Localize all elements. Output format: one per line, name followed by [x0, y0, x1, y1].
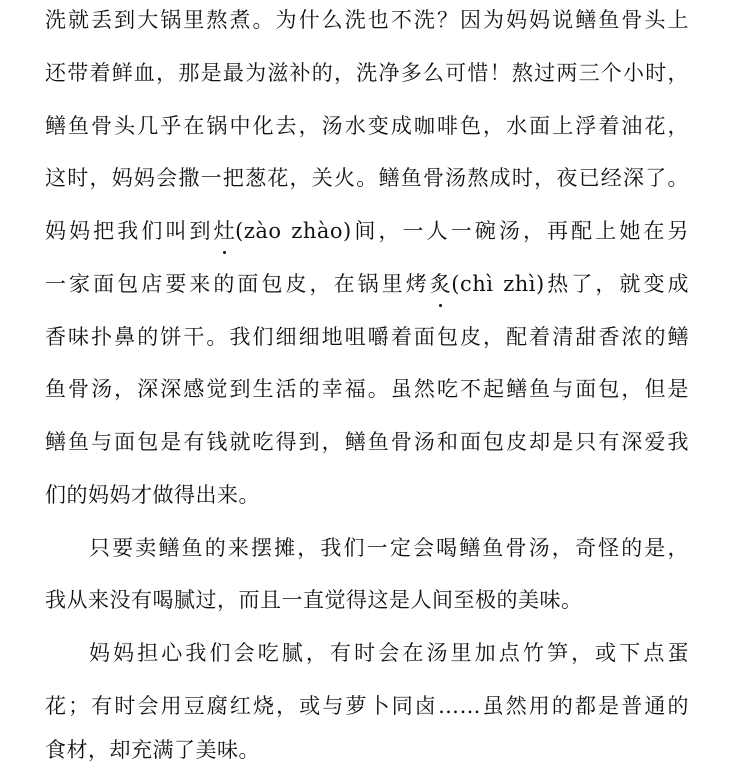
text-line: 我从来没有喝腻过，而且一直觉得这是人间至极的美味。: [45, 588, 583, 612]
text-segment: 妈妈把我们叫到: [45, 219, 214, 243]
emphasized-character: 炙: [430, 264, 452, 304]
pinyin-annotation: (zào zhào): [235, 219, 352, 243]
text-line-annotated: [45, 211, 689, 251]
text-segment: 间，一人一碗汤，再配上她在另: [351, 219, 690, 243]
pinyin-annotation: (chì zhì): [451, 272, 545, 296]
text-line: 洗就丢到大锅里熬煮。为什么洗也不洗？因为妈妈说鳝鱼骨头上: [45, 8, 689, 32]
text-line: 还带着鲜血，那是最为滋补的，洗净多么可惜！熬过两三个小时，: [45, 61, 689, 85]
text-line: 们的妈妈才做得出来。: [45, 483, 260, 507]
text-line: 这时，妈妈会撒一把葱花，关火。鳝鱼骨汤熬成时，夜已经深了。: [45, 166, 689, 190]
text-segment: 热了，就变成: [544, 272, 689, 296]
text-segment: 一家面包店要来的面包皮，在锅里烤: [45, 272, 430, 296]
text-line: 妈妈担心我们会吃腻，有时会在汤里加点竹笋，或下点蛋: [89, 641, 689, 665]
text-line: 鳝鱼与面包是有钱就吃得到，鳝鱼骨汤和面包皮却是只有深爱我: [45, 430, 689, 454]
text-line: 花；有时会用豆腐红烧，或与萝卜同卤……虽然用的都是普通的: [45, 694, 689, 718]
text-line-annotated: [45, 264, 689, 304]
text-line: 香味扑鼻的饼干。我们细细地咀嚼着面包皮，配着清甜香浓的鳝: [45, 325, 689, 349]
text-line: 鳝鱼骨头几乎在锅中化去，汤水变成咖啡色，水面上浮着油花，: [45, 114, 689, 138]
text-line: 食材，却充满了美味。: [45, 738, 260, 762]
text-line: 只要卖鳝鱼的来摆摊，我们一定会喝鳝鱼骨汤，奇怪的是，: [89, 536, 689, 560]
emphasized-character: 灶: [214, 211, 236, 251]
text-line: 鱼骨汤，深深感觉到生活的幸福。虽然吃不起鳝鱼与面包，但是: [45, 377, 689, 401]
